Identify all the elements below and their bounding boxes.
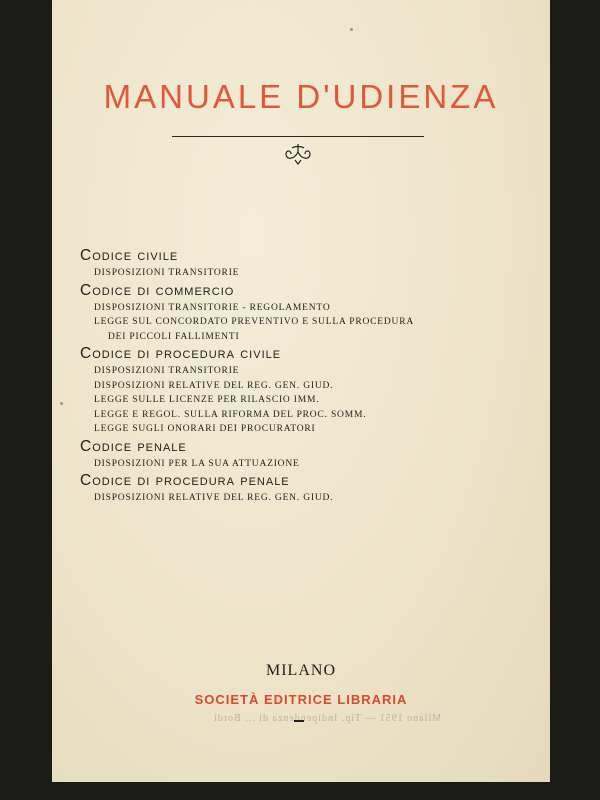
imprint-publisher: SOCIETÀ EDITRICE LIBRARIA — [194, 692, 408, 707]
section-heading: Codice civile — [80, 247, 179, 264]
imprint-dash — [294, 720, 304, 722]
section-subitem: DISPOSIZIONI PER LA SUA ATTUAZIONE — [94, 458, 300, 469]
section-subitem: LEGGE SUGLI ONORARI DEI PROCURATORI — [94, 424, 316, 434]
section-codice-commercio — [80, 281, 520, 345]
section-procedura-penale — [80, 471, 520, 506]
section-heading: Codice di commercio — [80, 281, 235, 299]
section-subitem: DISPOSIZIONI RELATIVE DEL REG. GEN. GIUD. — [94, 493, 334, 503]
section-subitem: LEGGE SULLE LICENZE PER RILASCIO IMM. — [94, 395, 320, 405]
ornament-icon — [278, 140, 318, 166]
book-title-page — [52, 0, 550, 782]
paper-speck — [60, 402, 63, 405]
title-rule — [172, 136, 424, 137]
section-subitem: LEGGE SUL CONCORDATO PREVENTIVO E SULLA PROCEDURA — [94, 317, 414, 327]
paper-speck — [350, 28, 353, 31]
section-codice-civile — [80, 246, 520, 281]
section-subitem: DEI PICCOLI FALLIMENTI — [108, 331, 240, 342]
section-subitem: DISPOSIZIONI RELATIVE DEL REG. GEN. GIUD. — [94, 380, 334, 391]
section-subitem: DISPOSIZIONI TRANSITORIE — [94, 366, 240, 376]
section-procedura-civile — [80, 344, 520, 437]
table-of-contents — [80, 246, 520, 506]
book-title: MANUALE D'UDIENZA — [103, 78, 499, 115]
section-heading: Codice di procedura penale — [80, 472, 290, 489]
section-subitem: DISPOSIZIONI TRANSITORIE - REGOLAMENTO — [94, 302, 331, 313]
section-subitem: DISPOSIZIONI TRANSITORIE — [94, 268, 240, 278]
section-codice-penale — [80, 437, 520, 472]
section-heading: Codice di procedura civile — [80, 345, 282, 362]
imprint-city: MILANO — [266, 662, 336, 679]
bleed-through-text: Milano 1951 — Tip. Indipendenza di ... Bordi — [212, 713, 442, 724]
section-heading: Codice penale — [80, 437, 187, 455]
section-subitem: LEGGE E REGOL. SULLA RIFORMA DEL PROC. SOMM. — [94, 409, 367, 420]
